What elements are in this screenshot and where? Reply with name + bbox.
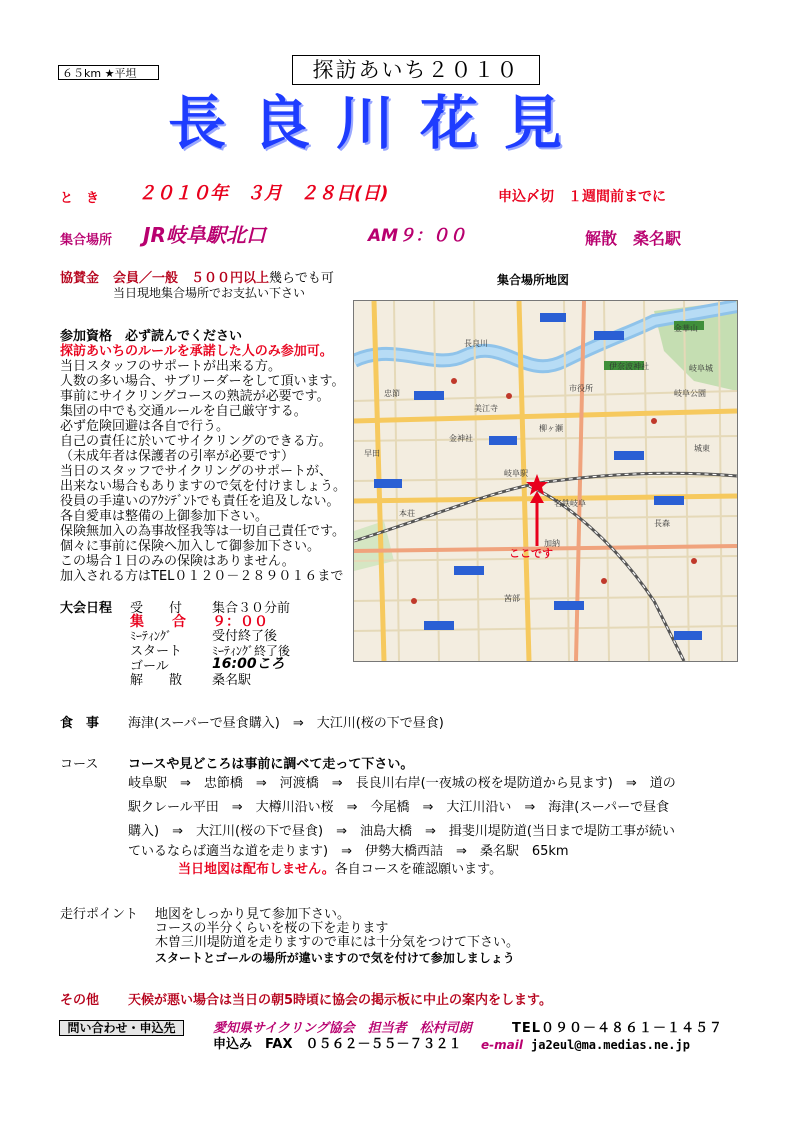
points-line: 木曽三川堤防道を走りますので車には十分気をつけて下さい。 [155,935,520,950]
contact-label: 問い合わせ・申込先 [59,1020,184,1036]
map-label: 城東 [694,444,710,453]
schedule-label: 大会日程 [60,601,113,616]
fee-amount-note: 幾らでも可 [269,271,334,286]
course-note-red: 当日地図は配布しません。 [178,862,335,877]
map-label: 岐阜城 [689,364,713,373]
qualification-line: 当日スタッフのサポートが出来る方。 [60,359,282,374]
deadline-text: 申込〆切 １週間前までに [498,189,666,205]
map-label: 岐阜公園 [674,389,706,398]
contact-fax: 申込み FAX ０５６２－５５－７３２１ [213,1037,462,1052]
points-label: 走行ポイント [60,907,139,922]
map-label: 金神社 [449,434,473,443]
page-title: 長良川花見 [168,89,589,157]
qualification-line: この場合１日のみの保険はありません。 [60,554,295,569]
qualification-line: 必ず危険回避は各自で行う。 [60,419,230,434]
fee-label: 協賛金 [60,271,100,286]
email-label: e-mail [481,1038,523,1052]
qualification-line: 個々に事前に保険へ加入して御参加下さい。 [60,539,321,554]
contact-org: 愛知県サイクリング協会 担当者 松村司朗 [213,1021,472,1036]
distance-badge: ６５km ★平坦 [58,65,159,80]
map-label: 柳ヶ瀬 [539,424,563,433]
other-text: 天候が悪い場合は当日の朝5時頃に協会の掲示板に中止の案内をします。 [128,993,553,1008]
schedule-row: 受 付 [130,601,183,616]
points-line: 地図をしっかり見て参加下さい。 [155,907,351,922]
schedule-value: 集合３０分前 [212,601,291,616]
meeting-place-map [353,300,738,662]
course-label: コース [60,757,99,772]
map-label: 岐阜駅 [504,469,528,478]
schedule-row: 解 散 [130,673,183,688]
fee-amount-red: 会員／一般 ５００円以上 [113,271,270,286]
marker-label: ここです [509,547,553,560]
qualification-line: 保険無加入の為事故怪我等は一切自己責任です。 [60,524,345,539]
map-label: 名鉄岐阜 [554,499,586,508]
course-heading: コースや見どころは事前に調べて走って下さい。 [128,757,414,772]
map-label: 伊奈波神社 [609,362,649,371]
qualification-line: 役員の手違いのｱｸｼﾃﾞﾝﾄでも責任を追及しない。 [60,494,340,509]
qualification-line: 出来ない場合もありますので気を付けましょう。 [60,479,347,494]
map-label: 忠節 [384,389,400,398]
course-line: 購入) ⇒ 大江川(桜の下で昼食) ⇒ 油島大橋 ⇒ 揖斐川堤防道(当日まで堤防工事が続い [128,824,675,839]
qualification-heading: 参加資格 必ず読んでください [60,329,243,344]
meal-label: 食 事 [60,716,100,731]
event-series-box: 探訪あいち２０１０ [292,55,540,85]
schedule-row: 集 合 [130,614,186,630]
map-label: 美江寺 [474,404,498,413]
contact-tel: TEL０９０－４８６１－１４５７ [512,1021,724,1036]
schedule-row: ﾐｰﾃｨﾝｸﾞ [130,629,173,643]
qualification-line: 集団の中でも交通ルールを自己厳守する。 [60,404,307,419]
qualification-line: 事前にサイクリングコースの熟読が必要です。 [60,389,330,404]
points-emphasis: スタートとゴールの場所が違いますので気を付けて参加しましょう [155,951,515,965]
schedule-row: ゴール [130,659,169,674]
meet-label: 集合場所 [60,233,113,248]
map-label: 長良川 [464,339,488,348]
other-label: その他 [60,993,100,1008]
qualification-line: 当日のスタッフでサイクリングのサポートが、 [60,464,332,479]
course-note [178,862,502,877]
map-label: 本荘 [399,509,415,518]
meet-time: AM９：００ [368,226,467,246]
meet-place: JR岐阜駅北口 [143,223,266,247]
course-line: 岐阜駅 ⇒ 忠節橋 ⇒ 河渡橋 ⇒ 長良川右岸(一夜城の桜を堤防道から見ます) ⇒ 道の [128,776,676,791]
schedule-value: 桑名駅 [212,673,252,688]
when-label: と き [60,191,100,206]
map-graphic [354,301,737,661]
course-line: 駅クレール平田 ⇒ 大樽川沿い桜 ⇒ 今尾橋 ⇒ 大江川沿い ⇒ 海津(スーパーで昼食 [128,800,670,815]
dismiss-place: 解散 桑名駅 [585,229,682,248]
qualification-rule: 探訪あいちのルールを承諾した人のみ参加可。 [60,344,333,359]
map-label: 市役所 [569,384,593,393]
map-label: 茜部 [504,594,520,603]
points-line: コースの半分くらいを桜の下を走ります [155,921,389,936]
fee-payment-note: 当日現地集合場所でお支払い下さい [113,286,306,300]
qualification-line: 各自愛車は整備の上御参加下さい。 [60,509,269,524]
map-label: 金華山 [674,324,698,333]
map-label: 長森 [654,519,670,528]
qualification-line: （未成年者は保護者の引率が必要です） [60,449,295,464]
schedule-value: 受付終了後 [212,629,278,644]
qualification-list [60,359,346,584]
event-date: ２０１０年 ３月 ２８日(日) [138,183,389,204]
map-title: 集合場所地図 [497,273,570,287]
schedule-value: 16:00ころ [212,656,285,672]
fee-amount [113,271,334,286]
course-line: ているならば適当な道を走ります) ⇒ 伊勢大橋西詰 ⇒ 桑名駅 65km [128,844,569,859]
schedule-value: ﾐｰﾃｨﾝｸﾞ終了後 [212,644,291,658]
schedule-value: ９：００ [212,614,268,630]
qualification-line: 人数の多い場合、サブリーダーをして頂います。 [60,374,345,389]
schedule-row: スタート [130,644,183,659]
contact-email[interactable]: ja2eul@ma.medias.ne.jp [531,1038,690,1052]
map-label: 早田 [364,449,380,458]
course-note-black: 各自コースを確認願います。 [334,862,503,877]
qualification-line: 加入される方はTEL０１２０－２８９０１６まで [60,569,344,584]
qualification-line: 自己の責任に於いてサイクリングのできる方。 [60,434,332,449]
meal-text: 海津(スーパーで昼食購入) ⇒ 大江川(桜の下で昼食) [128,716,444,731]
map-label: 加納 [544,539,560,548]
